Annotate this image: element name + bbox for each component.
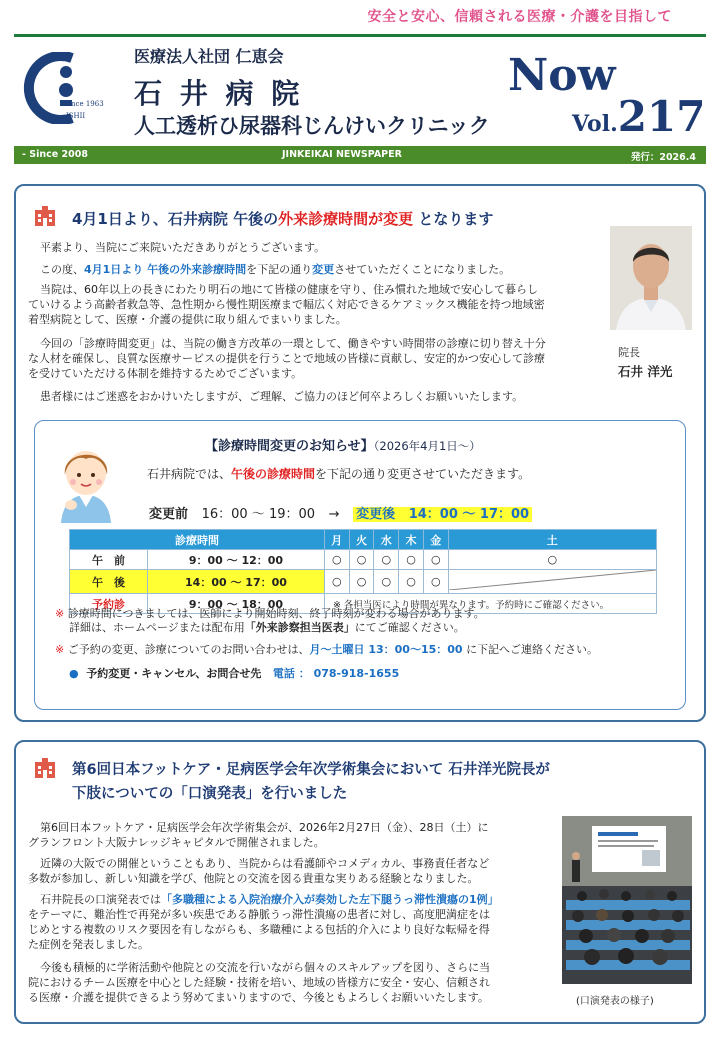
apology-text: 患者様にはご迷惑をおかけいたしますが、ご理解、ご協力のほど何卒よろしくお願いいたします。 [40, 390, 524, 403]
photo-caption: (口演発表の様子) [576, 996, 654, 1007]
director-photo [610, 226, 692, 330]
article-title-line1: 第6回日本フットケア・足病医学会年次学術集会において 石井洋光院長が [72, 762, 550, 778]
bullet-icon: ● [69, 667, 79, 680]
newsletter-title: Now [508, 50, 616, 101]
contact-line: ● 予約変更・キャンセル、お問合せ先 電話 ： 078-918-1655 [69, 667, 400, 680]
volume-number: Vol.217 [572, 92, 706, 141]
participation-text: 近隣の大阪での開催ということもあり、当院からは看護師やコメディカル、事務責任者など 多数が参加し、新しい知識を学び、他院との交流を図る貴重な実りある経験となりました。 [28, 857, 490, 885]
slogan: 安全と安心、信頼される医療・介護を目指して [367, 9, 672, 25]
notice-title: 【診療時間変更のお知らせ】（2026年4月1日～） [205, 439, 481, 454]
closed-cell [448, 570, 656, 594]
presentation-text: 石井院長の口演発表では「多職種による入院治療介入が奏効した左下腿うっ滞性潰瘍の1例」 をテーマに、難治性で再発が多い疾患である静脈うっ滞性潰瘍の患者に対し、高度肥満症をは じめとする複数のリスク要因を有しながらも、多職種による包括的介入により良好な転帰を得 た症例を発表しました。 [28, 893, 499, 951]
reason-text: 今回の「診療時間変更」は、当院の働き方改革の一環として、働きやすい時間帯の診療に切り替え十分 な人材を確保し、良質な医療サービスの提供を行うことで地域の皆様に貢献し、安定的かつ安心して診療 を受けていただける体制を維持するためでございます。 [28, 337, 546, 380]
hospital-logo [22, 52, 104, 124]
newspaper-label: JINKEIKAI NEWSPAPER [282, 149, 402, 160]
schedule-table [69, 529, 657, 614]
phone-number[interactable]: 電話 ： 078-918-1655 [272, 667, 400, 680]
article-title-line2: 下肢についての「口演発表」を行いました [72, 786, 348, 802]
masthead-bar [14, 146, 706, 164]
reservation-note: ※ 各担当医により時間が異なります。予約時にご確認ください。 [324, 594, 656, 614]
organization-name: 医療法人社団 仁恵会 [134, 47, 284, 66]
notice-box [34, 420, 686, 710]
article-conference [14, 740, 706, 1024]
clinic-name: 人工透析ひ尿器科じんけいクリニック [134, 113, 490, 138]
issue-date: 発行：2026.4 [630, 152, 696, 163]
since-label: - Since 2008 [22, 149, 88, 160]
top-rule [14, 34, 706, 37]
closing-text: 今後も積極的に学術活動や他院との交流を行いながら個々のスキルアップを図り、さらに当 院におけるチーム医療を中心とした経験・技術を培い、地域の皆様方に安全・安心、信頼され る医療・介護を提供できるよう努めてまいりますので、今後ともよろしくお願いいたします。 [28, 961, 491, 1004]
table-row: 予約診 9：00 ～ 18：00 ※ 各担当医により時間が異なります。予約時にご確認ください。 [70, 594, 657, 614]
change-text: この度、4月1日より 午後の外来診療時間を下記の通り変更させていただくことになりました。 [40, 263, 511, 276]
event-text: 第6回日本フットケア・足病医学会年次学術集会が、2026年2月27日（金）、28日（土）に グランフロント大阪ナレッジキャピタルで開催されました。 [28, 821, 489, 849]
after-highlight: 変更後 14：00 ～ 17：00 [353, 507, 532, 522]
hospital-name: 石 井 病 院 [134, 77, 304, 110]
hospital-icon [34, 758, 56, 778]
table-row: 午 前 9：00 ～ 12：00 ○ ○ ○ ○ ○ ○ [70, 550, 657, 570]
table-header-row: 診療時間 月 火 水 木 金 土 [70, 530, 657, 550]
director-role: 院長 [618, 346, 640, 359]
logo-name: ISHII [66, 112, 86, 120]
director-name: 石井 洋光 [618, 364, 673, 379]
article-title: 4月1日より、石井病院 午後の外来診療時間が変更 となります [72, 210, 494, 228]
hours-note: ※ 診療時間につきましては、医師により開始時刻、終了時刻が変わる場合があります。 [55, 607, 485, 620]
background-text: 当院は、60年以上の長きにわたり明石の地にて皆様の健康を守り、住み慣れた地域で安心して暮らし ていけるよう高齢者救急等、急性期から慢性期医療まで幅広く対応できるケアミックス機能を持つ地域密 着型病院として、医療・介護の提供に取り組んでまいりました。 [28, 283, 545, 326]
hospital-icon [34, 206, 56, 226]
time-change: 変更前 16：00 ～ 19：00 → 変更後 14：00 ～ 17：00 [149, 503, 532, 522]
receptionist-illustration [53, 439, 119, 523]
notice-line: 石井病院では、午後の診療時間を下記の通り変更させていただきます。 [147, 467, 531, 481]
contact-note: ※ ご予約の変更、診療についてのお問い合わせは、月～土曜日 13：00～15：00 に下記へご連絡ください。 [55, 643, 599, 656]
article-hours-change [14, 184, 706, 722]
presentation-photo [562, 816, 692, 984]
table-row: 午 後 14：00 ～ 17：00 ○ ○ ○ ○ ○ [70, 570, 657, 594]
hours-note-detail: 詳細は、ホームページまたは配布用「外来診察担当医表」にてご確認ください。 [69, 621, 465, 634]
intro-text: 平素より、当院にご来院いただきありがとうございます。 [40, 241, 326, 254]
logo-since: Since 1963 [64, 100, 104, 108]
